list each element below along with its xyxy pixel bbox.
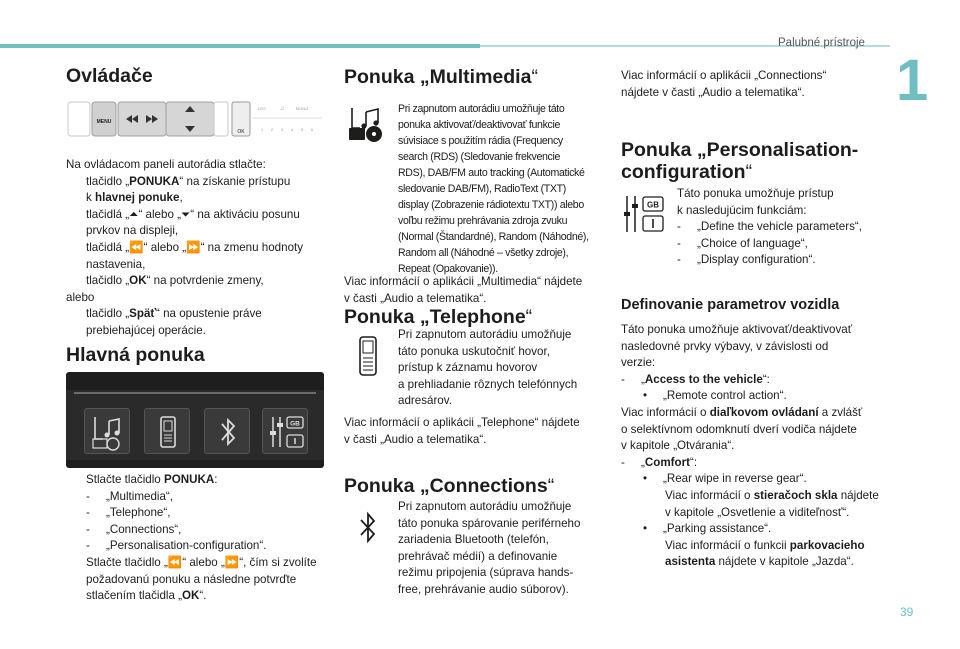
vehicle-parameters-heading: Definovanie parametrov vozidla — [621, 297, 840, 313]
page-number: 39 — [900, 605, 914, 619]
phone-icon — [358, 336, 378, 376]
header-accent-bar — [0, 44, 480, 48]
svg-text:♫: ♫ — [279, 106, 285, 112]
multimedia-icon — [85, 409, 131, 455]
controls-heading: Ovládače — [66, 65, 153, 87]
personalisation-description: Táto ponuka umožňuje prístup k nasledujúcim funkciám: - „Define the vehicle parameters“, - „Choice of language“, - „Display configuration“. — [677, 187, 862, 267]
svg-text:6: 6 — [310, 127, 314, 132]
main-menu-heading: Hlavná ponuka — [66, 344, 205, 366]
section-label: Palubné prístroje — [778, 37, 865, 49]
bluetooth-icon — [205, 409, 251, 455]
connections-description: Pri zapnutom autorádiu umožňuje táto ponuka spárovanie periférneho zariadenia Bluetooth (telefón, prehrávač médií) a definovanie režimu pripojenia (súprava hands- free, prehrávanie audio súborov). — [398, 500, 581, 596]
telephone-tile — [144, 408, 190, 454]
svg-text:GB: GB — [290, 420, 300, 428]
telephone-reference: Viac informácií o aplikácii „Telephone“ nájdete v časti „Audio a telematika“. — [344, 416, 580, 446]
connections-heading: Ponuka „Connections“ — [344, 475, 555, 497]
multimedia-description: Pri zapnutom autorádiu umožňuje táto ponuka aktivovať/deaktivovať funkcie súvisiace s použitím rádia (Frequency search (RDS) (Sledovanie frekvencie RDS), DAB/FM auto tracking (Automatické sledovanie DAB/FM), RadioText (TXT) display (Zobrazenie rádiotextu TXT)) alebo voľbu režimu prehrávania zdroja zvuku (Normal (Štandardné), Random (Náhodné), Random all (Náhodné – všetky zdroje), Repeat (Opakovanie)). — [398, 103, 589, 275]
chapter-number: 1 — [896, 48, 929, 113]
svg-text:LIST: LIST — [257, 106, 267, 111]
vehicle-parameters-text: Táto ponuka umožňuje aktivovať/deaktivovať nasledovné prvky výbavy, v závislosti od verzie: - „Access to the vehicle“: • „Remote control action“. Viac informácií o diaľkovom ovládaní a zvlášť o selektívnom odomknutí dverí vodiča nájdete v kapitole „Otvárania“. - „Comfort“: • „Rear wipe in reverse gear“. Viac informácií o stieračoch skla nájdete v kapitole „Osvetlenie a viditeľnosť“. • „Parking assistance“. Viac informácií o funkcii parkovacieho asistenta nájdete v kapitole „Jazda“. — [621, 323, 879, 569]
multimedia-icon — [346, 104, 388, 144]
personalisation-heading: Ponuka „Personalisation- configuration“ — [621, 139, 859, 184]
multimedia-heading: Ponuka „Multimedia“ — [344, 66, 538, 88]
svg-text:MONO: MONO — [295, 106, 309, 111]
svg-text:1: 1 — [260, 127, 264, 132]
ok-key-label: OK — [237, 129, 245, 135]
svg-text:3: 3 — [280, 127, 284, 132]
svg-text:5: 5 — [300, 127, 304, 132]
menu-key-label: MENU — [96, 119, 112, 125]
telephone-heading: Ponuka „Telephone“ — [344, 306, 533, 328]
svg-text:4: 4 — [290, 127, 294, 132]
bluetooth-icon — [358, 510, 378, 546]
controls-text: Na ovládacom paneli autorádia stlačte: tlačidlo „PONUKA“ na získanie prístupu k hlavnej ponuke, tlačidlá „⏶“ alebo „⏷“ na aktiváciu posunu prvkov na displeji, tlačidlá „⏪“ alebo „⏩“ na zmenu hodnoty nastavenia, tlačidlo „OK“ na potvrdenie zmeny, alebo tlačidlo „Späť“ na opustenie práve prebiehajúcej operácie. — [66, 158, 304, 337]
settings-sliders-icon — [622, 194, 666, 234]
multimedia-tile — [84, 408, 130, 454]
main-menu-text: Stlačte tlačidlo PONUKA: - „Multimedia“, - „Telephone“, - „Connections“, - „Personalisation-configuration“. Stlačte tlačidlo „⏪“ alebo „⏩“, čím si zvolíte požadovanú ponuku a následne potvrďte stlačením tlačidla „OK“. — [86, 473, 317, 603]
main-menu-display-figure — [66, 372, 324, 468]
connections-reference: Viac informácií o aplikácii „Connections“ nájdete v časti „Audio a telematika“. — [621, 69, 827, 99]
multimedia-reference: Viac informácií o aplikácii „Multimedia“ nájdete v časti „Audio a telematika“. — [344, 275, 583, 305]
control-panel-figure — [66, 98, 324, 140]
connections-tile — [204, 408, 250, 454]
settings-sliders-icon — [263, 409, 309, 455]
svg-text:GB: GB — [647, 200, 659, 210]
svg-text:2: 2 — [270, 127, 274, 132]
phone-icon — [145, 409, 191, 455]
telephone-description: Pri zapnutom autorádiu umožňuje táto ponuka uskutočniť hovor, prístup k záznamu hovorov a prehliadanie rôznych telefónnych adresárov. — [398, 328, 578, 408]
personalisation-tile — [262, 408, 308, 454]
